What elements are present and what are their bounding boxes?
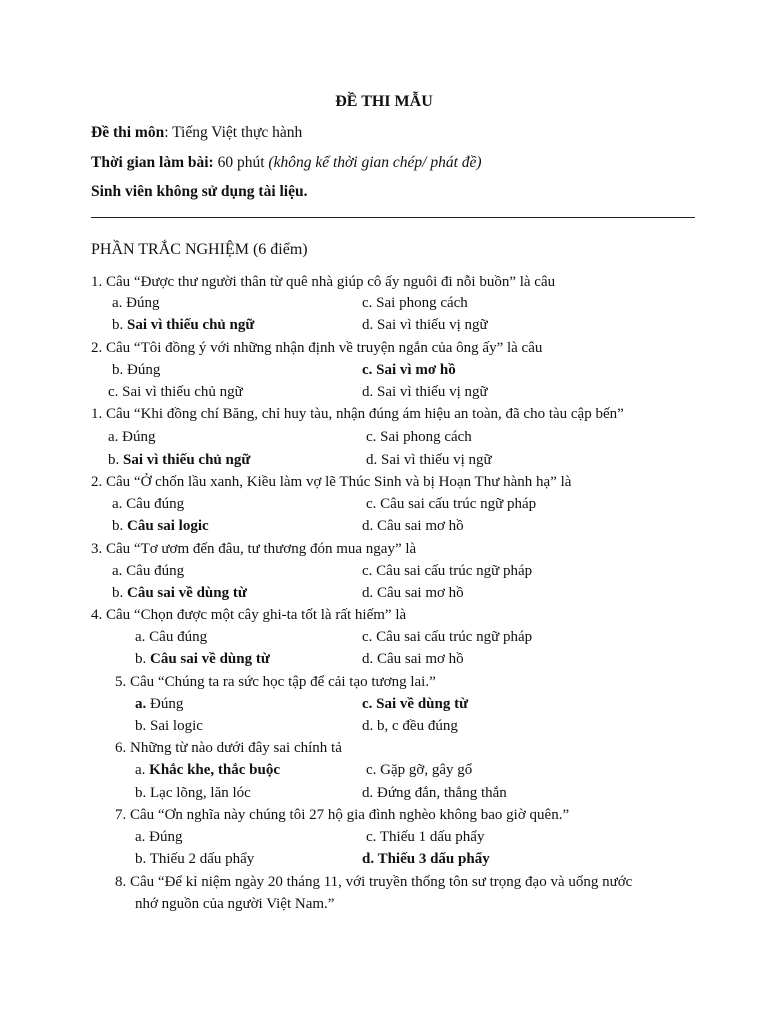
question-text: 3. Câu “Tơ ươm đến đâu, tư thương đón mua ngay” là xyxy=(91,541,417,557)
option-b xyxy=(112,516,209,536)
option-d: d. b, c đều đúng xyxy=(362,718,458,734)
time-line xyxy=(91,154,482,172)
option-d: d. Đứng đắn, thẳng thắn xyxy=(362,785,507,801)
question-text: 5. Câu “Chúng ta ra sức học tập để cải tạo tương lai.” xyxy=(115,674,436,690)
option-a-letter: a. xyxy=(135,762,146,778)
subject-line xyxy=(91,124,302,142)
option-a xyxy=(135,760,280,780)
option-d: d. Sai vì thiếu vị ngữ xyxy=(362,317,488,333)
option-c-answer: c. Sai về dùng từ xyxy=(362,696,469,712)
option-a: a. Câu đúng xyxy=(112,563,185,579)
time-label: Thời gian làm bài: xyxy=(91,154,214,171)
subject-value: : Tiếng Việt thực hành xyxy=(164,124,303,141)
question-text: 2. Câu “Ở chốn lầu xanh, Kiều làm vợ lẽ Thúc Sinh và bị Hoạn Thư hành hạ” là xyxy=(91,474,572,490)
option-b xyxy=(135,649,270,669)
time-value: 60 phút xyxy=(213,154,269,171)
subject-label: Đề thi môn xyxy=(91,124,165,141)
question-text: 1. Câu “Khi đồng chí Băng, chỉ huy tàu, nhận đúng ám hiệu an toàn, đã cho tàu cập bến” xyxy=(91,406,624,422)
option-d-answer: d. Thiếu 3 dấu phẩy xyxy=(362,851,490,867)
question-text: 7. Câu “Ơn nghĩa này chúng tôi 27 hộ gia đình nghèo không bao giờ quên.” xyxy=(115,807,570,823)
divider xyxy=(91,217,695,218)
option-b: b. Sai logic xyxy=(135,718,203,734)
option-b xyxy=(112,315,254,335)
question-text-continued: nhớ nguồn của người Việt Nam.” xyxy=(135,896,335,912)
option-d: d. Sai vì thiếu vị ngữ xyxy=(366,452,492,468)
option-a: a. Đúng xyxy=(135,829,183,845)
option-c: c. Sai phong cách xyxy=(366,429,472,445)
option-b-answer: Câu sai về dùng từ xyxy=(127,585,247,601)
option-a-text: Đúng xyxy=(150,696,184,712)
option-b xyxy=(108,450,250,470)
option-b-answer: Câu sai logic xyxy=(127,518,209,534)
rule-text: Sinh viên không sử dụng tài liệu. xyxy=(91,183,308,200)
option-a xyxy=(135,694,183,714)
question-text: 8. Câu “Để kỉ niệm ngày 20 tháng 11, với truyền thống tôn sư trọng đạo và uống nước xyxy=(115,874,633,890)
option-d: d. Câu sai mơ hồ xyxy=(362,518,464,534)
option-b-letter: b. xyxy=(108,452,120,468)
question-text: 4. Câu “Chọn được một cây ghi-ta tốt là rất hiếm” là xyxy=(91,607,407,623)
option-b-letter: b. xyxy=(135,651,147,667)
option-a: a. Câu đúng xyxy=(135,629,208,645)
option-a: a. Đúng xyxy=(112,295,160,311)
option-a-letter: a. xyxy=(135,696,147,712)
option-b xyxy=(112,583,247,603)
option-c: c. Câu sai cấu trúc ngữ pháp xyxy=(366,496,537,512)
option-a: a. Đúng xyxy=(108,429,156,445)
question-text: 2. Câu “Tôi đồng ý với những nhận định về truyện ngắn của ông ấy” là câu xyxy=(91,340,543,356)
exam-title: ĐỀ THI MẪU xyxy=(335,93,433,110)
option-c: c. Sai phong cách xyxy=(362,295,468,311)
option-c: c. Thiếu 1 dấu phẩy xyxy=(366,829,485,845)
option-c: c. Câu sai cấu trúc ngữ pháp xyxy=(362,563,533,579)
option-b-answer: Sai vì thiếu chủ ngữ xyxy=(127,317,255,333)
option-c-answer: c. Sai vì mơ hồ xyxy=(362,362,456,378)
option-b-letter: b. xyxy=(112,317,124,333)
option-b-answer: Câu sai về dùng từ xyxy=(150,651,270,667)
option-c: c. Sai vì thiếu chủ ngữ xyxy=(108,384,243,400)
option-c: c. Gặp gỡ, gây gổ xyxy=(366,762,473,778)
question-text: 6. Những từ nào dưới đây sai chính tả xyxy=(115,740,342,756)
option-d: d. Câu sai mơ hồ xyxy=(362,651,464,667)
option-d: d. Sai vì thiếu vị ngữ xyxy=(362,384,488,400)
option-c: c. Câu sai cấu trúc ngữ pháp xyxy=(362,629,533,645)
time-note: (không kể thời gian chép/ phát đề) xyxy=(268,154,482,171)
section-title: PHẦN TRẮC NGHIỆM (6 điểm) xyxy=(91,241,308,258)
option-b: b. Đúng xyxy=(112,362,161,378)
option-b-letter: b. xyxy=(112,518,124,534)
option-a: a. Câu đúng xyxy=(112,496,185,512)
option-b-answer: Sai vì thiếu chủ ngữ xyxy=(123,452,251,468)
question-text: 1. Câu “Được thư người thân từ quê nhà giúp cô ấy nguôi đi nỗi buồn” là câu xyxy=(91,274,556,290)
option-b-letter: b. xyxy=(112,585,124,601)
option-b: b. Lạc lõng, lăn lóc xyxy=(135,785,251,801)
option-b: b. Thiếu 2 dấu phẩy xyxy=(135,851,255,867)
option-a-answer: Khắc khe, thắc buộc xyxy=(149,762,281,778)
option-d: d. Câu sai mơ hồ xyxy=(362,585,464,601)
